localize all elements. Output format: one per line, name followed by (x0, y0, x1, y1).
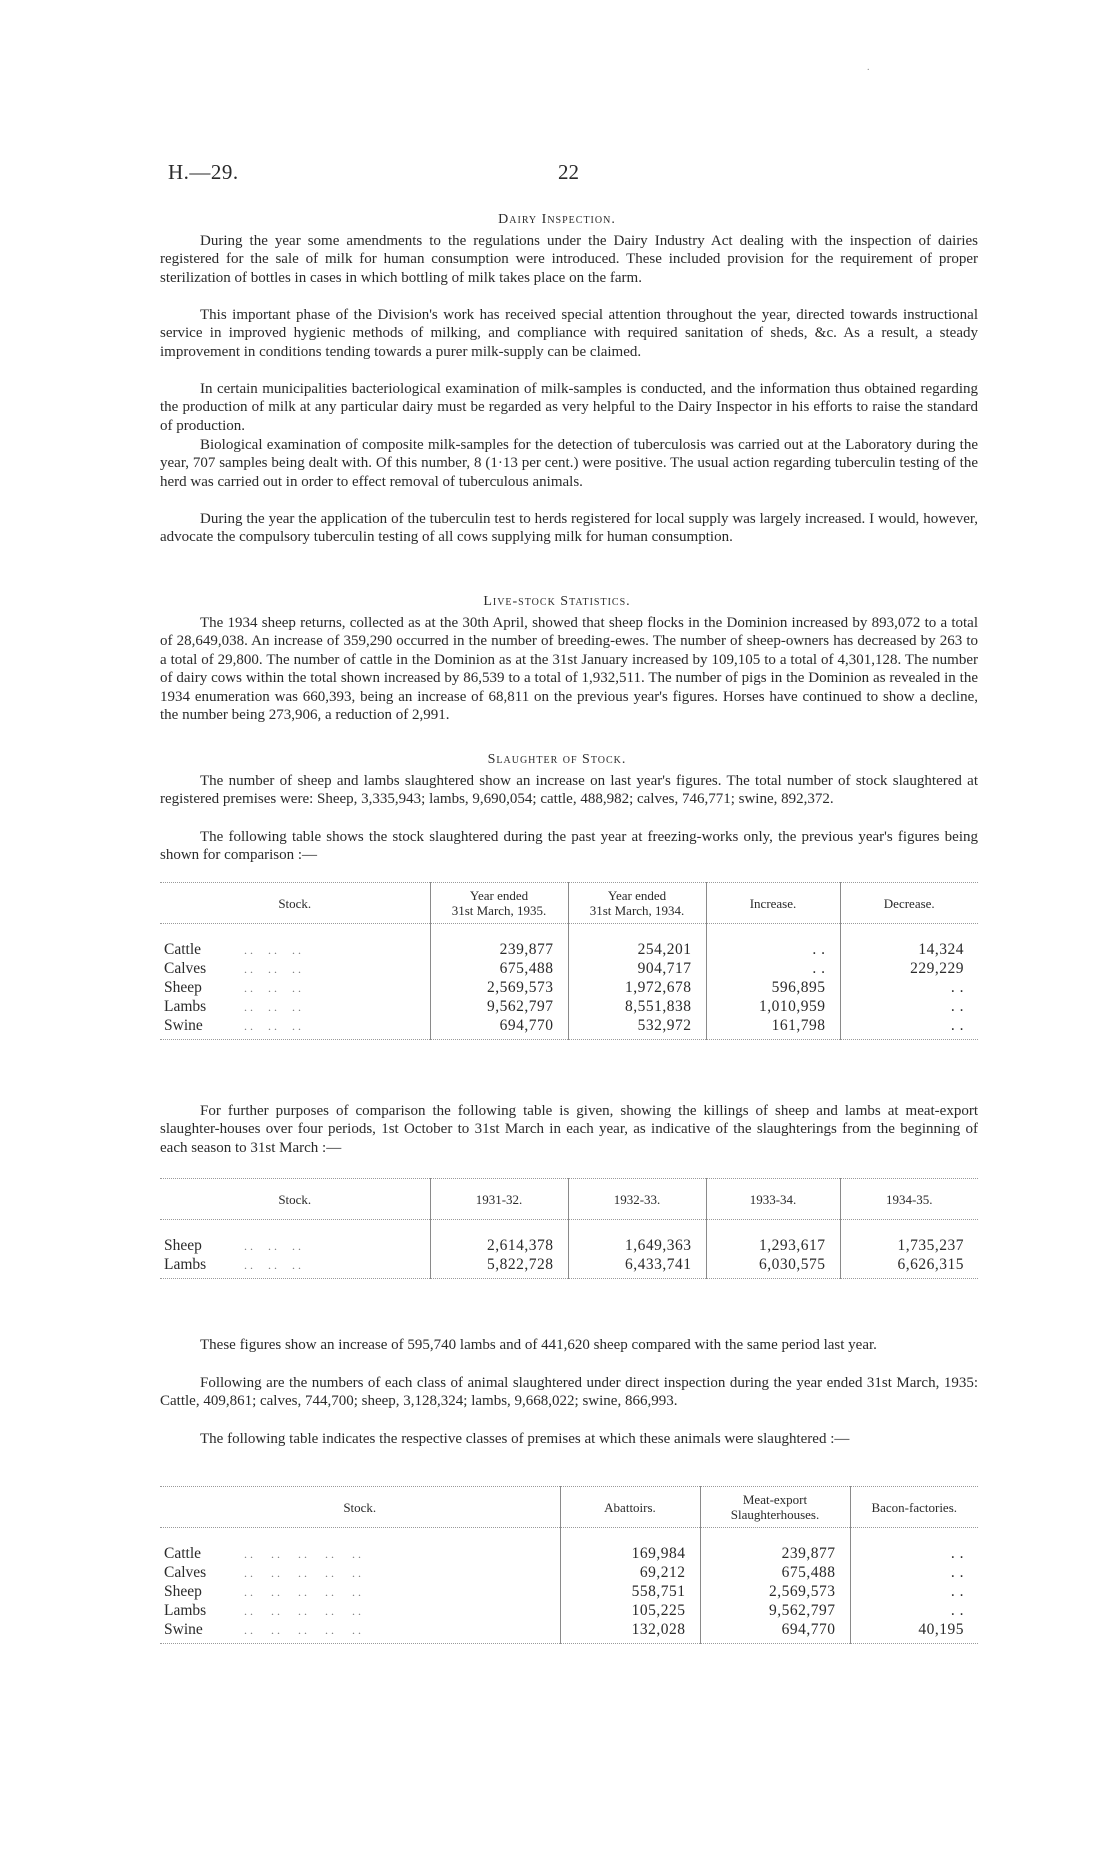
y1935-cell: 694,770 (430, 1016, 568, 1040)
stock-name: Cattle (164, 1544, 202, 1562)
y1935-cell: 2,569,573 (430, 978, 568, 997)
col-header-stock: Stock. (160, 1487, 560, 1528)
paragraph: The following table shows the stock slaughtered during the past year at freezing-works only, the previous year's figures being shown for comparison :— (160, 829, 978, 864)
table-row (160, 1255, 978, 1279)
increase-cell: 1,010,959 (706, 997, 840, 1016)
y1934-cell: 254,201 (568, 940, 706, 959)
paragraph: The 1934 sheep returns, collected as at the 30th April, showed that sheep flocks in the Dominion increased by 893,072 to a total of 28,649,038. An increase of 359,290 occurred in the number of breeding-ewes. The number of sheep-owners has decreased by 263 to a total of 29,800. The number of cattle in the Dominion as at the 31st January increased by 109,105 to a total of 4,301,128. The number of dairy cows within the total shown increased by 86,539 to a total of 1,932,511. The number of pigs in the Dominion as revealed in the 1934 enumeration was 660,393, being an increase of 68,811 on the previous year's figures. Horses have continued to show a decline, the number being 273,906, a reduction of 2,991. (160, 615, 978, 724)
abattoirs-cell: 132,028 (560, 1620, 700, 1644)
stock-name: Calves (164, 1563, 207, 1581)
p4-cell: 6,626,315 (840, 1255, 978, 1279)
leader-dots: . . . . . . . . . . (244, 1622, 361, 1637)
leader-dots: . . . . . . (244, 961, 301, 976)
leader-dots: . . . . . . (244, 942, 301, 957)
table-header-row (160, 883, 978, 924)
stock-cell (160, 940, 430, 959)
table-row (160, 1563, 978, 1582)
freezing-works-table (160, 882, 978, 1040)
stock-name: Sheep (164, 1582, 202, 1600)
heading-dairy-inspection: Dairy Inspection. (498, 212, 616, 227)
decrease-cell: 229,229 (910, 959, 964, 977)
y1935-cell: 9,562,797 (430, 997, 568, 1016)
stock-cell (160, 1601, 560, 1620)
bacon-cell: . . (950, 1601, 964, 1619)
stock-cell (160, 997, 430, 1016)
table-header-row (160, 1179, 978, 1220)
paragraph: The following table indicates the respective classes of premises at which these animals were slaughtered :— (200, 1431, 850, 1447)
col-header-1933-34: 1933-34. (706, 1179, 840, 1220)
increase-cell: . . (706, 959, 840, 978)
stock-name: Cattle (164, 940, 202, 958)
stray-mark: . (867, 62, 870, 73)
leader-dots: . . . . . . . . . . (244, 1546, 361, 1561)
meat-export-cell: 2,569,573 (700, 1582, 850, 1601)
bacon-cell: . . (950, 1582, 964, 1600)
stock-cell (160, 1582, 560, 1601)
col-header-year-1934: Year ended 31st March, 1934. (568, 883, 706, 924)
decrease-cell: . . (950, 997, 964, 1015)
y1934-cell: 1,972,678 (568, 978, 706, 997)
p3-cell: 1,293,617 (706, 1236, 840, 1255)
table-header-row (160, 1487, 978, 1528)
increase-cell: 161,798 (706, 1016, 840, 1040)
abattoirs-cell: 105,225 (560, 1601, 700, 1620)
p1-cell: 5,822,728 (430, 1255, 568, 1279)
paragraph: Biological examination of composite milk-samples for the detection of tuberculosis was carried out at the Laboratory during the year, 707 samples being dealt with. Of this number, 8 (1·13 per cent.) were positive. The usual action regarding tuberculin testing of the herd was carried out in order to effect removal of tuberculous animals. (160, 437, 978, 490)
table-row (160, 1582, 978, 1601)
y1934-cell: 904,717 (568, 959, 706, 978)
decrease-cell: . . (840, 1016, 978, 1040)
table-row (160, 1620, 978, 1644)
series-code: H.—29. (168, 160, 239, 184)
four-periods-table (160, 1178, 978, 1279)
leader-dots: . . . . . . . . . . (244, 1584, 361, 1599)
meat-export-cell: 239,877 (700, 1544, 850, 1563)
table-row (160, 959, 978, 978)
y1934-cell: 8,551,838 (568, 997, 706, 1016)
increase-cell: 596,895 (706, 978, 840, 997)
p3-cell: 6,030,575 (706, 1255, 840, 1279)
stock-cell (160, 978, 430, 997)
p1-cell: 2,614,378 (430, 1236, 568, 1255)
p2-cell: 1,649,363 (568, 1236, 706, 1255)
col-header-1934-35: 1934-35. (840, 1179, 978, 1220)
bacon-cell: . . (950, 1544, 964, 1562)
heading-live-stock-statistics: Live-stock Statistics. (483, 594, 631, 609)
heading-slaughter-of-stock: Slaughter of Stock. (487, 752, 627, 767)
col-header-decrease: Decrease. (840, 883, 978, 924)
stock-cell (160, 1236, 430, 1255)
stock-cell (160, 959, 430, 978)
table-row (160, 1544, 978, 1563)
col-header-increase: Increase. (706, 883, 840, 924)
increase-cell: . . (706, 940, 840, 959)
stock-name: Lambs (164, 997, 207, 1015)
meat-export-cell: 9,562,797 (700, 1601, 850, 1620)
stock-name: Swine (164, 1016, 203, 1034)
y1935-cell: 675,488 (430, 959, 568, 978)
meat-export-cell: 694,770 (700, 1620, 850, 1644)
bacon-cell: 40,195 (850, 1620, 978, 1644)
leader-dots: . . . . . . (244, 980, 301, 995)
meat-export-cell: 675,488 (700, 1563, 850, 1582)
col-header-stock: Stock. (160, 883, 430, 924)
table-row (160, 978, 978, 997)
col-header-stock: Stock. (160, 1179, 430, 1220)
leader-dots: . . . . . . (244, 1018, 301, 1033)
leader-dots: . . . . . . (244, 1257, 301, 1272)
paragraph: This important phase of the Division's work has received special attention throughout the year, directed towards instructional service in improved hygienic methods of milking, and compliance with required sanitation of sheds, &c. As a result, a steady improvement in conditions tending towards a purer milk-supply can be claimed. (160, 307, 978, 360)
paragraph: During the year some amendments to the regulations under the Dairy Industry Act dealing with the inspection of dairies registered for the sale of milk for human consumption were introduced. These included provision for the requirement of proper sterilization of bottles in cases in which bottling of milk takes place on the farm. (160, 233, 978, 286)
p4-cell: 1,735,237 (897, 1236, 964, 1254)
paragraph: Following are the numbers of each class of animal slaughtered under direct inspection during the year ended 31st March, 1935: Cattle, 409,861; calves, 744,700; sheep, 3,128,324; lambs, 9,668,022; swine, 866,993. (160, 1375, 978, 1410)
bacon-cell: . . (950, 1563, 964, 1581)
paragraph: In certain municipalities bacteriological examination of milk-samples is conducted, and the information thus obtained regarding the production of milk at any particular dairy must be regarded as very helpful to the Dairy Inspector in his efforts to raise the standard of production. (160, 381, 978, 434)
stock-cell (160, 1016, 430, 1040)
y1934-cell: 532,972 (568, 1016, 706, 1040)
abattoirs-cell: 169,984 (560, 1544, 700, 1563)
page-number: 22 (558, 160, 579, 184)
leader-dots: . . . . . . (244, 999, 301, 1014)
premises-table (160, 1486, 978, 1644)
stock-name: Sheep (164, 978, 202, 996)
table-row (160, 1236, 978, 1255)
leader-dots: . . . . . . . . . . (244, 1603, 361, 1618)
decrease-cell: . . (950, 978, 964, 996)
table-row (160, 997, 978, 1016)
table-row (160, 940, 978, 959)
paragraph: The number of sheep and lambs slaughtered show an increase on last year's figures. The total number of stock slaughtered at registered premises were: Sheep, 3,335,943; lambs, 9,690,054; cattle, 488,982; calves, 746,771; swine, 892,372. (160, 773, 978, 808)
stock-cell (160, 1544, 560, 1563)
col-header-abattoirs: Abattoirs. (560, 1487, 700, 1528)
col-header-bacon-factories: Bacon-factories. (850, 1487, 978, 1528)
paragraph: These figures show an increase of 595,740 lambs and of 441,620 sheep compared with the same period last year. (200, 1337, 877, 1353)
stock-cell (160, 1255, 430, 1279)
stock-name: Swine (164, 1620, 203, 1638)
table-row (160, 1016, 978, 1040)
abattoirs-cell: 558,751 (560, 1582, 700, 1601)
col-header-1932-33: 1932-33. (568, 1179, 706, 1220)
stock-cell (160, 1620, 560, 1644)
paragraph: During the year the application of the tuberculin test to herds registered for local supply was largely increased. I would, however, advocate the compulsory tuberculin testing of all cows supplying milk for human consumption. (160, 511, 978, 546)
stock-name: Lambs (164, 1601, 207, 1619)
col-header-year-1935: Year ended 31st March, 1935. (430, 883, 568, 924)
stock-name: Calves (164, 959, 207, 977)
abattoirs-cell: 69,212 (560, 1563, 700, 1582)
p2-cell: 6,433,741 (568, 1255, 706, 1279)
table-row (160, 1601, 978, 1620)
col-header-1931-32: 1931-32. (430, 1179, 568, 1220)
decrease-cell: 14,324 (918, 940, 964, 958)
col-header-meat-export: Meat-export Slaughterhouses. (700, 1487, 850, 1528)
leader-dots: . . . . . . . . . . (244, 1565, 361, 1580)
y1935-cell: 239,877 (430, 940, 568, 959)
leader-dots: . . . . . . (244, 1238, 301, 1253)
stock-name: Lambs (164, 1255, 207, 1273)
stock-cell (160, 1563, 560, 1582)
paragraph: For further purposes of comparison the following table is given, showing the killings of sheep and lambs at meat-export slaughter-houses over four periods, 1st October to 31st March in each year, as indicative of the slaughterings from the beginning of each season to 31st March :— (160, 1103, 978, 1156)
stock-name: Sheep (164, 1236, 202, 1254)
